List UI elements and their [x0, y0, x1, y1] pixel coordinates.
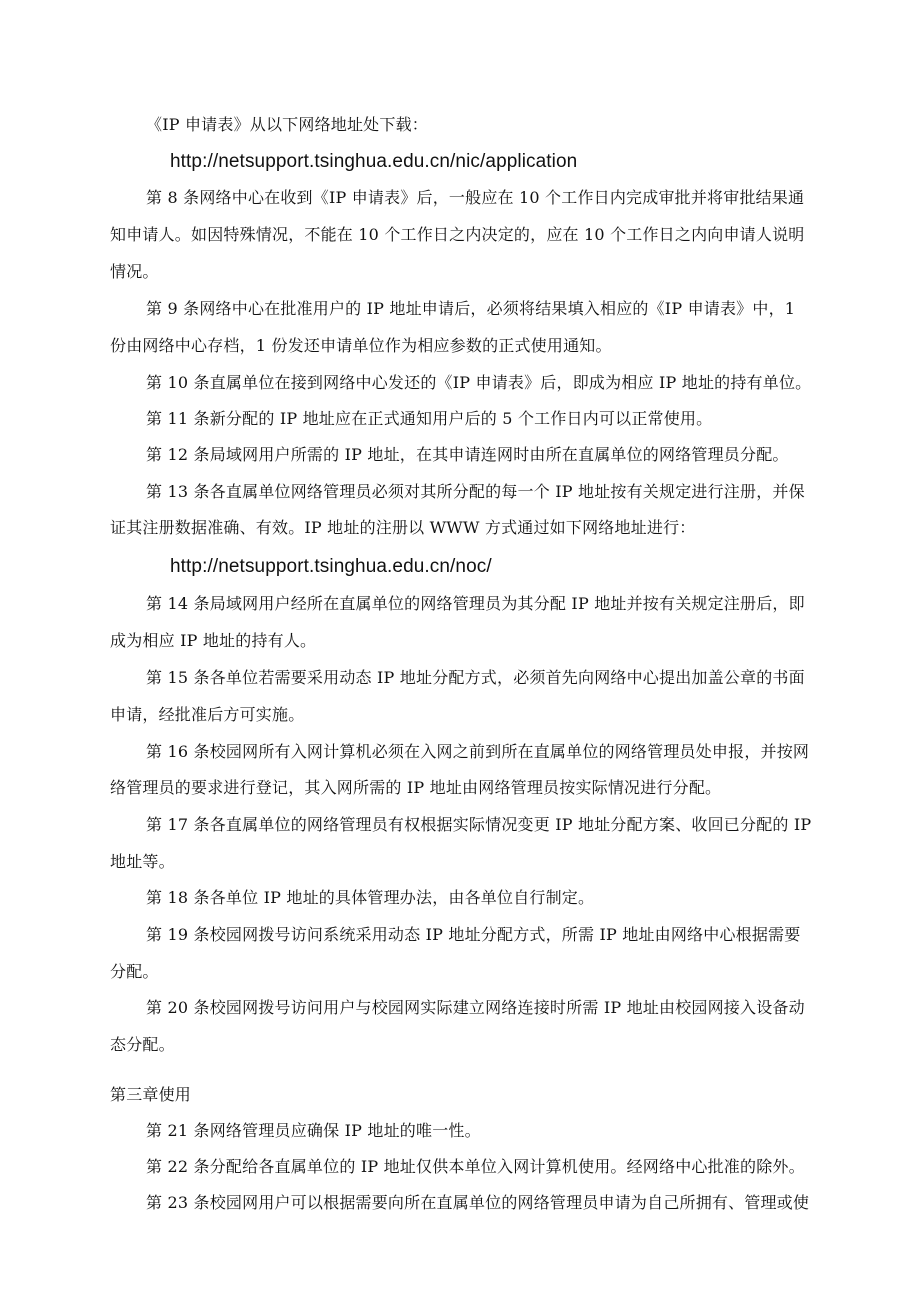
- article-15-line-1: 第 15 条各单位若需要采用动态 IP 地址分配方式，必须首先向网络中心提出加盖公章的书面: [146, 668, 805, 687]
- article-8-line-3: 情况。: [110, 262, 159, 281]
- article-23-line-1: 第 23 条校园网用户可以根据需要向所在直属单位的网络管理员申请为自己所拥有、管理或使: [146, 1193, 810, 1212]
- article-14-line-2: 成为相应 IP 地址的持有人。: [110, 631, 317, 650]
- article-18-line-1: 第 18 条各单位 IP 地址的具体管理办法，由各单位自行制定。: [146, 888, 595, 907]
- text-line: 《IP 申请表》从以下网络地址处下载：: [146, 115, 428, 134]
- article-13-line-1: 第 13 条各直属单位网络管理员必须对其所分配的每一个 IP 地址按有关规定进行注册，并保: [146, 482, 805, 501]
- article-14-line-1: 第 14 条局域网用户经所在直属单位的网络管理员为其分配 IP 地址并按有关规定注册后，即: [146, 594, 805, 613]
- article-16-line-2: 络管理员的要求进行登记，其入网所需的 IP 地址由网络管理员按实际情况进行分配。: [110, 778, 722, 797]
- article-20-line-2: 态分配。: [110, 1035, 175, 1054]
- article-9-line-2: 份由网络中心存档，1 份发还申请单位作为相应参数的正式使用通知。: [110, 336, 612, 355]
- article-16-line-1: 第 16 条校园网所有入网计算机必须在入网之前到所在直属单位的网络管理员处申报，并按网: [146, 742, 810, 761]
- article-21-line-1: 第 21 条网络管理员应确保 IP 地址的唯一性。: [146, 1121, 481, 1140]
- chapter-heading: 第三章使用: [110, 1085, 192, 1104]
- download-url: http://netsupport.tsinghua.edu.cn/nic/application: [170, 151, 578, 172]
- article-17-line-2: 地址等。: [110, 852, 175, 871]
- article-19-line-1: 第 19 条校园网拨号访问系统采用动态 IP 地址分配方式，所需 IP 地址由网络中心根据需要: [146, 925, 801, 944]
- article-10-line-1: 第 10 条直属单位在接到网络中心发还的《IP 申请表》后，即成为相应 IP 地址的持有单位。: [146, 373, 812, 392]
- article-8-line-2: 知申请人。如因特殊情况，不能在 10 个工作日之内决定的，应在 10 个工作日之内向申请人说明: [110, 225, 805, 244]
- article-20-line-1: 第 20 条校园网拨号访问用户与校园网实际建立网络连接时所需 IP 地址由校园网接入设备动: [146, 998, 805, 1017]
- article-22-line-1: 第 22 条分配给各直属单位的 IP 地址仅供本单位入网计算机使用。经网络中心批准的除外。: [146, 1157, 805, 1176]
- article-15-line-2: 申请，经批准后方可实施。: [110, 705, 305, 724]
- registration-url: http://netsupport.tsinghua.edu.cn/noc/: [170, 556, 492, 577]
- article-13-line-2: 证其注册数据准确、有效。IP 地址的注册以 WWW 方式通过如下网络地址进行：: [110, 518, 696, 537]
- article-8-line-1: 第 8 条网络中心在收到《IP 申请表》后，一般应在 10 个工作日内完成审批并将审批结果通: [146, 188, 805, 207]
- article-11-line-1: 第 11 条新分配的 IP 地址应在正式通知用户后的 5 个工作日内可以正常使用。: [146, 409, 713, 428]
- article-19-line-2: 分配。: [110, 962, 159, 981]
- article-12-line-1: 第 12 条局域网用户所需的 IP 地址，在其申请连网时由所在直属单位的网络管理员分配。: [146, 445, 789, 464]
- article-17-line-1: 第 17 条各直属单位的网络管理员有权根据实际情况变更 IP 地址分配方案、收回已分配的 IP: [146, 815, 812, 834]
- article-9-line-1: 第 9 条网络中心在批准用户的 IP 地址申请后，必须将结果填入相应的《IP 申请表》中，1: [146, 299, 796, 318]
